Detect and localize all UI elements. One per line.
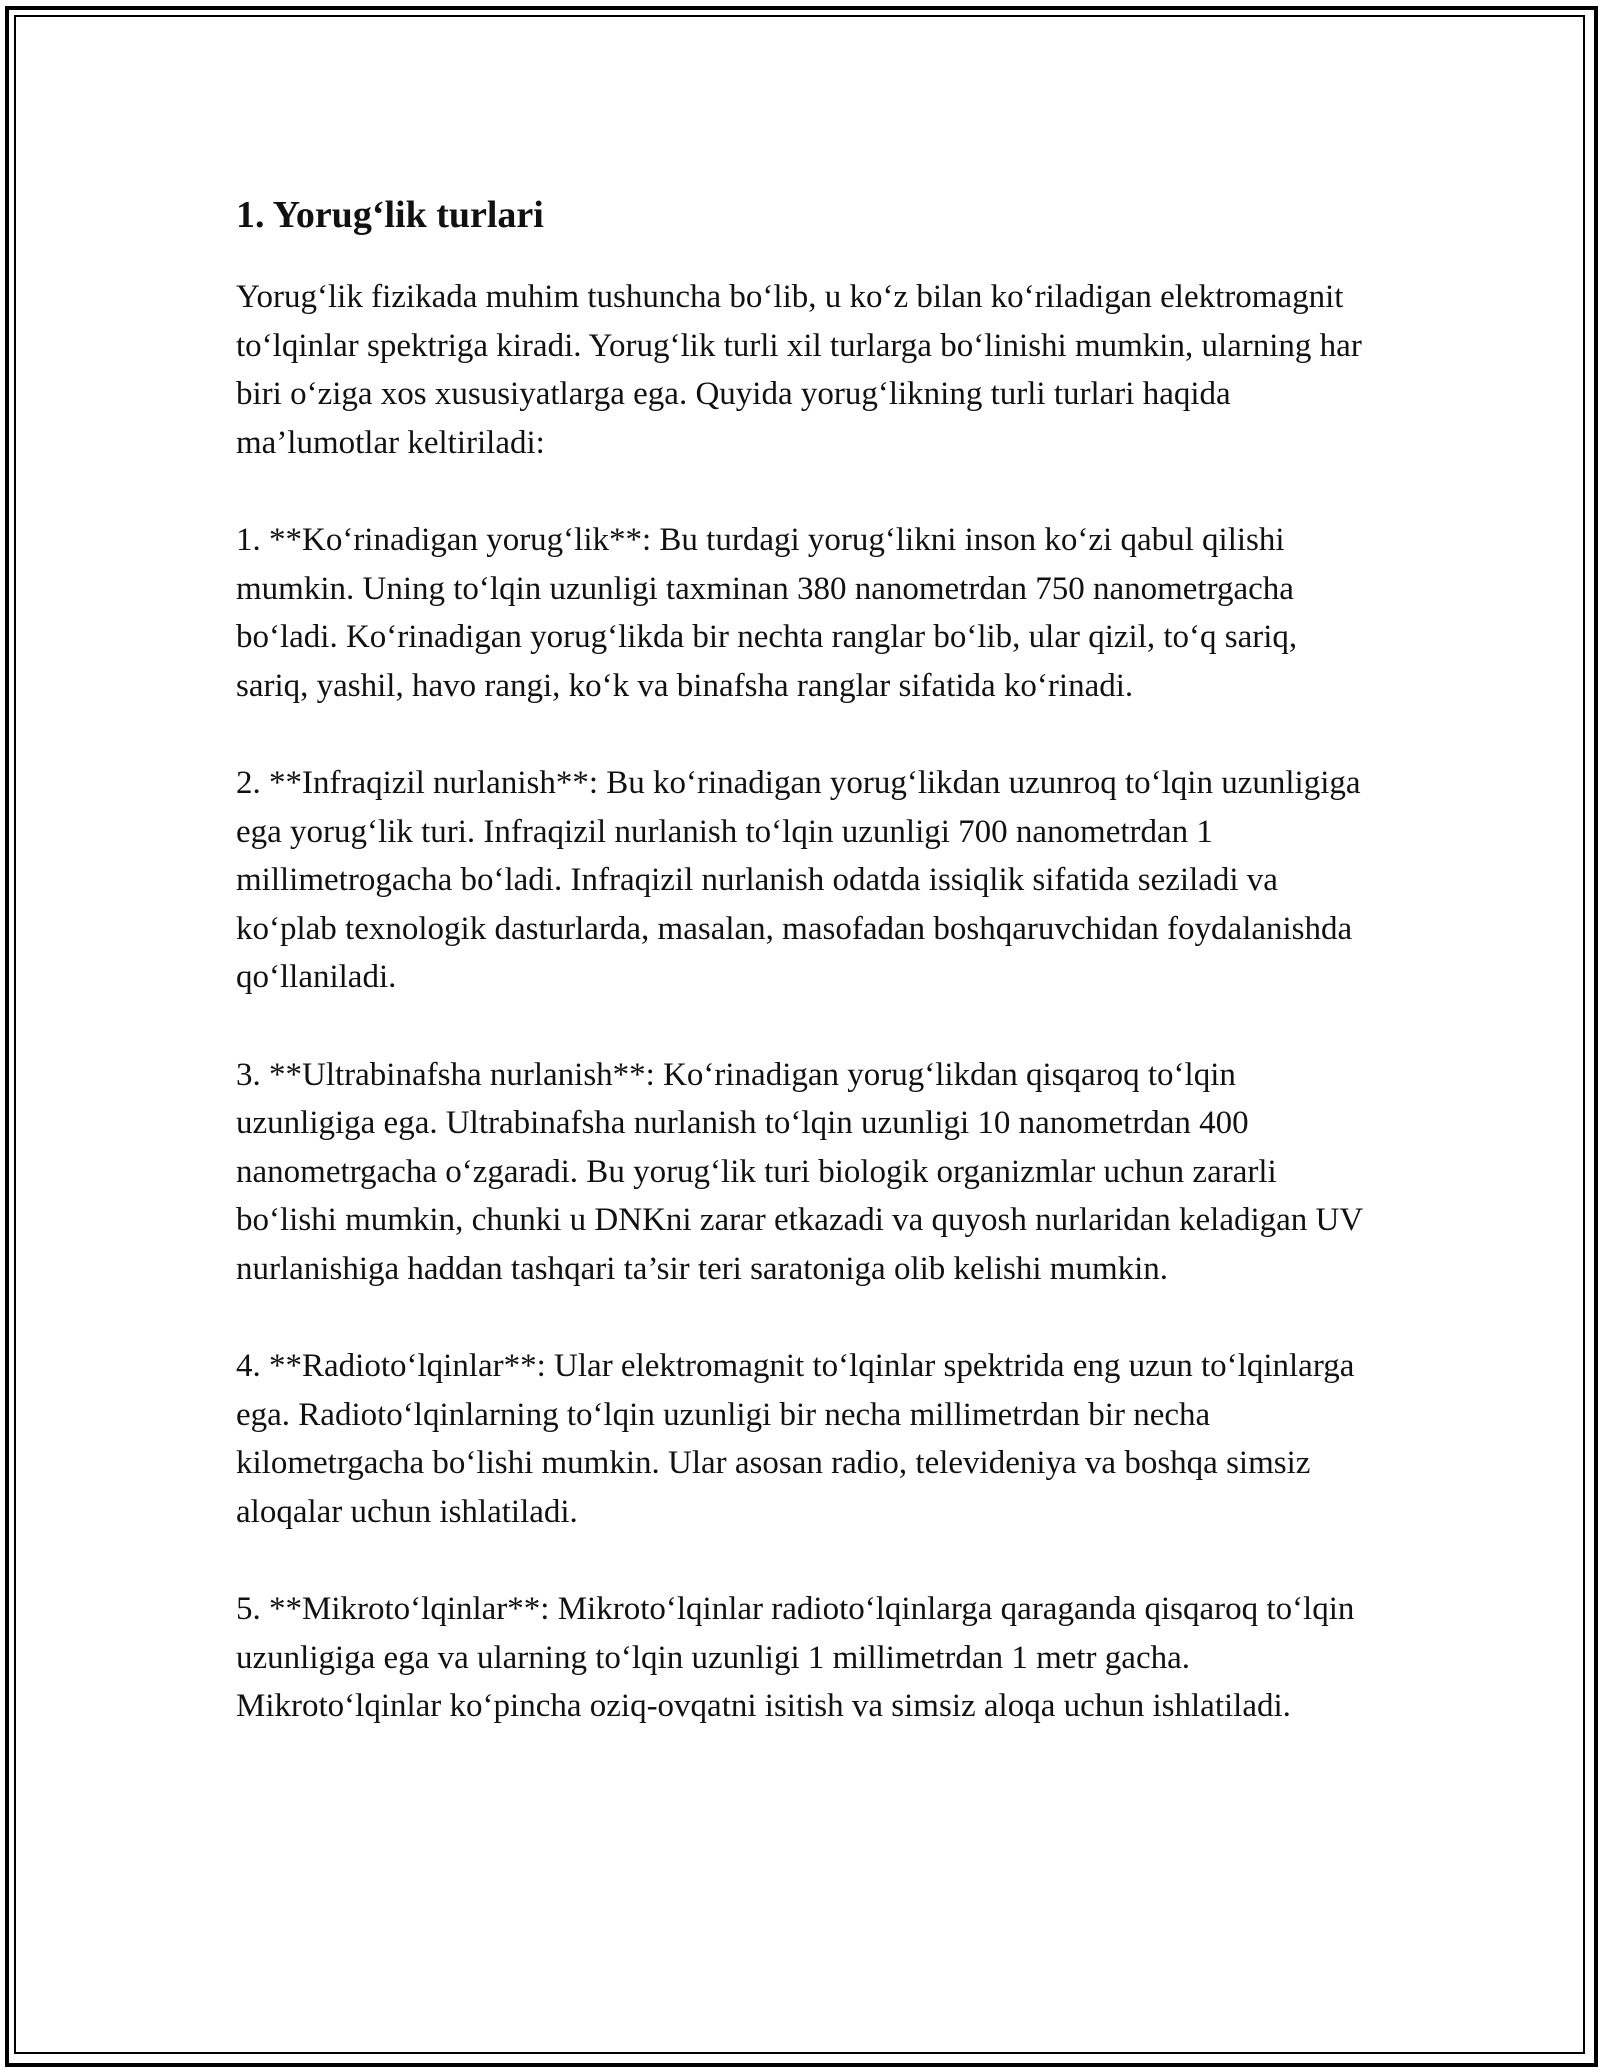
- list-item-visible-light: 1. **Ko‘rinadigan yorug‘lik**: Bu turdagi yorug‘likni inson ko‘zi qabul qilishi mumkin. Uning to‘lqin uzunligi taxminan 380 nanometrdan 750 nanometrgacha bo‘ladi. Ko‘rinadigan yorug‘likda bir nechta ranglar bo‘lib, ular qizil, to‘q sariq, sariq, yashil, havo rangi, ko‘k va binafsha ranglar sifatida ko‘rinadi.: [236, 522, 1298, 704]
- list-item-radio-waves: 4. **Radioto‘lqinlar**: Ular elektromagnit to‘lqinlar spektrida eng uzun to‘lqinlarga ega. Radioto‘lqinlarning to‘lqin uzunligi bir necha millimetrdan bir necha kilometrgacha bo‘lishi mumkin. Ular asosan radio, televideniya va boshqa simsiz aloqalar uchun ishlatiladi.: [236, 1348, 1355, 1530]
- intro-paragraph: Yorug‘lik fizikada muhim tushuncha bo‘lib, u ko‘z bilan ko‘riladigan elektromagnit to‘lqinlar spektriga kiradi. Yorug‘lik turli xil turlarga bo‘linishi mumkin, ularning har biri o‘ziga xos xususiyatlarga ega. Quyida yorug‘likning turli turlari haqida ma’lumotlar keltiriladi:: [236, 279, 1362, 461]
- list-item-infrared: 2. **Infraqizil nurlanish**: Bu ko‘rinadigan yorug‘likdan uzunroq to‘lqin uzunligiga ega yorug‘lik turi. Infraqizil nurlanish to‘lqin uzunligi 700 nanometrdan 1 millimetrogacha bo‘ladi. Infraqizil nurlanish odatda issiqlik sifatida seziladi va ko‘plab texnologik dasturlarda, masalan, masofadan boshqaruvchidan foydalanishda qo‘llaniladi.: [236, 765, 1361, 995]
- list-item-microwaves: 5. **Mikroto‘lqinlar**: Mikroto‘lqinlar radioto‘lqinlarga qaraganda qisqaroq to‘lqin uzunligiga ega va ularning to‘lqin uzunligi 1 millimetrdan 1 metr gacha. Mikroto‘lqinlar ko‘pincha oziq-ovqatni isitish va simsiz aloqa uchun ishlatiladi.: [236, 1591, 1355, 1724]
- section-heading: 1. Yorug‘lik turlari: [236, 194, 544, 236]
- document-body: [236, 185, 1366, 1731]
- list-item-ultraviolet: 3. **Ultrabinafsha nurlanish**: Ko‘rinadigan yorug‘likdan qisqaroq to‘lqin uzunligiga ega. Ultrabinafsha nurlanish to‘lqin uzunligi 10 nanometrdan 400 nanometrgacha o‘zgaradi. Bu yorug‘lik turi biologik organizmlar uchun zararli bo‘lishi mumkin, chunki u DNKni zarar etkazadi va quyosh nurlaridan keladigan UV nurlanishiga haddan tashqari ta’sir teri saratoniga olib kelishi mumkin.: [236, 1056, 1363, 1287]
